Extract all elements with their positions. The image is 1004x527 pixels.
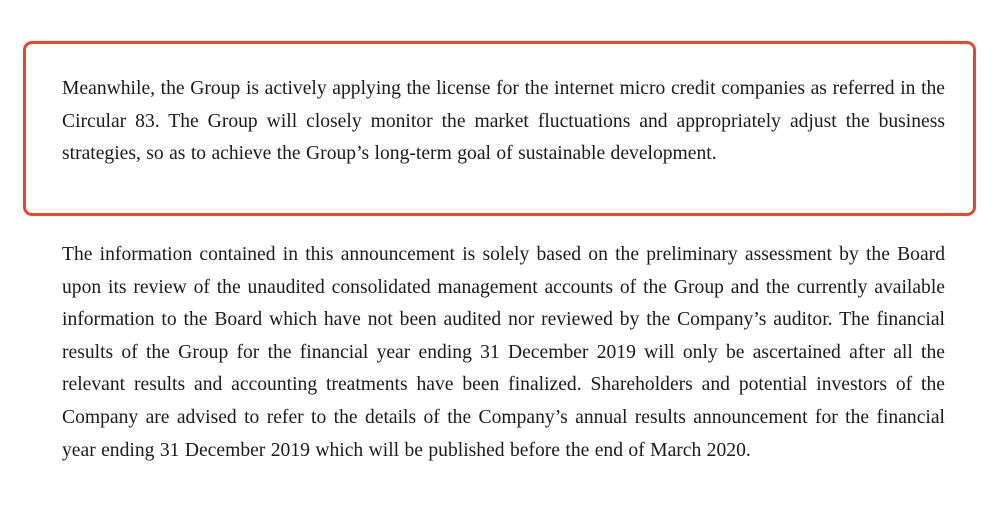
highlighted-paragraph: Meanwhile, the Group is actively applying the license for the internet micro credit companies as referred in the Circular 83. The Group will closely monitor the market fluctuations and appropriately adjust the business strategies, so as to achieve the Group’s long-term goal of sustainable development. [62,78,945,165]
announcement-paragraph: The information contained in this announcement is solely based on the preliminary assessment by the Board upon its review of the unaudited consolidated management accounts of the Group and the currently available information to the Board which have not been audited nor reviewed by the Company’s auditor. The financial results of the Group for the financial year ending 31 December 2019 will only be ascertained after all the relevant results and accounting treatments have been finalized. Shareholders and potential investors of the Company are advised to refer to the details of the Company’s annual results announcement for the financial year ending 31 December 2019 which will be published before the end of March 2020. [62,244,945,461]
